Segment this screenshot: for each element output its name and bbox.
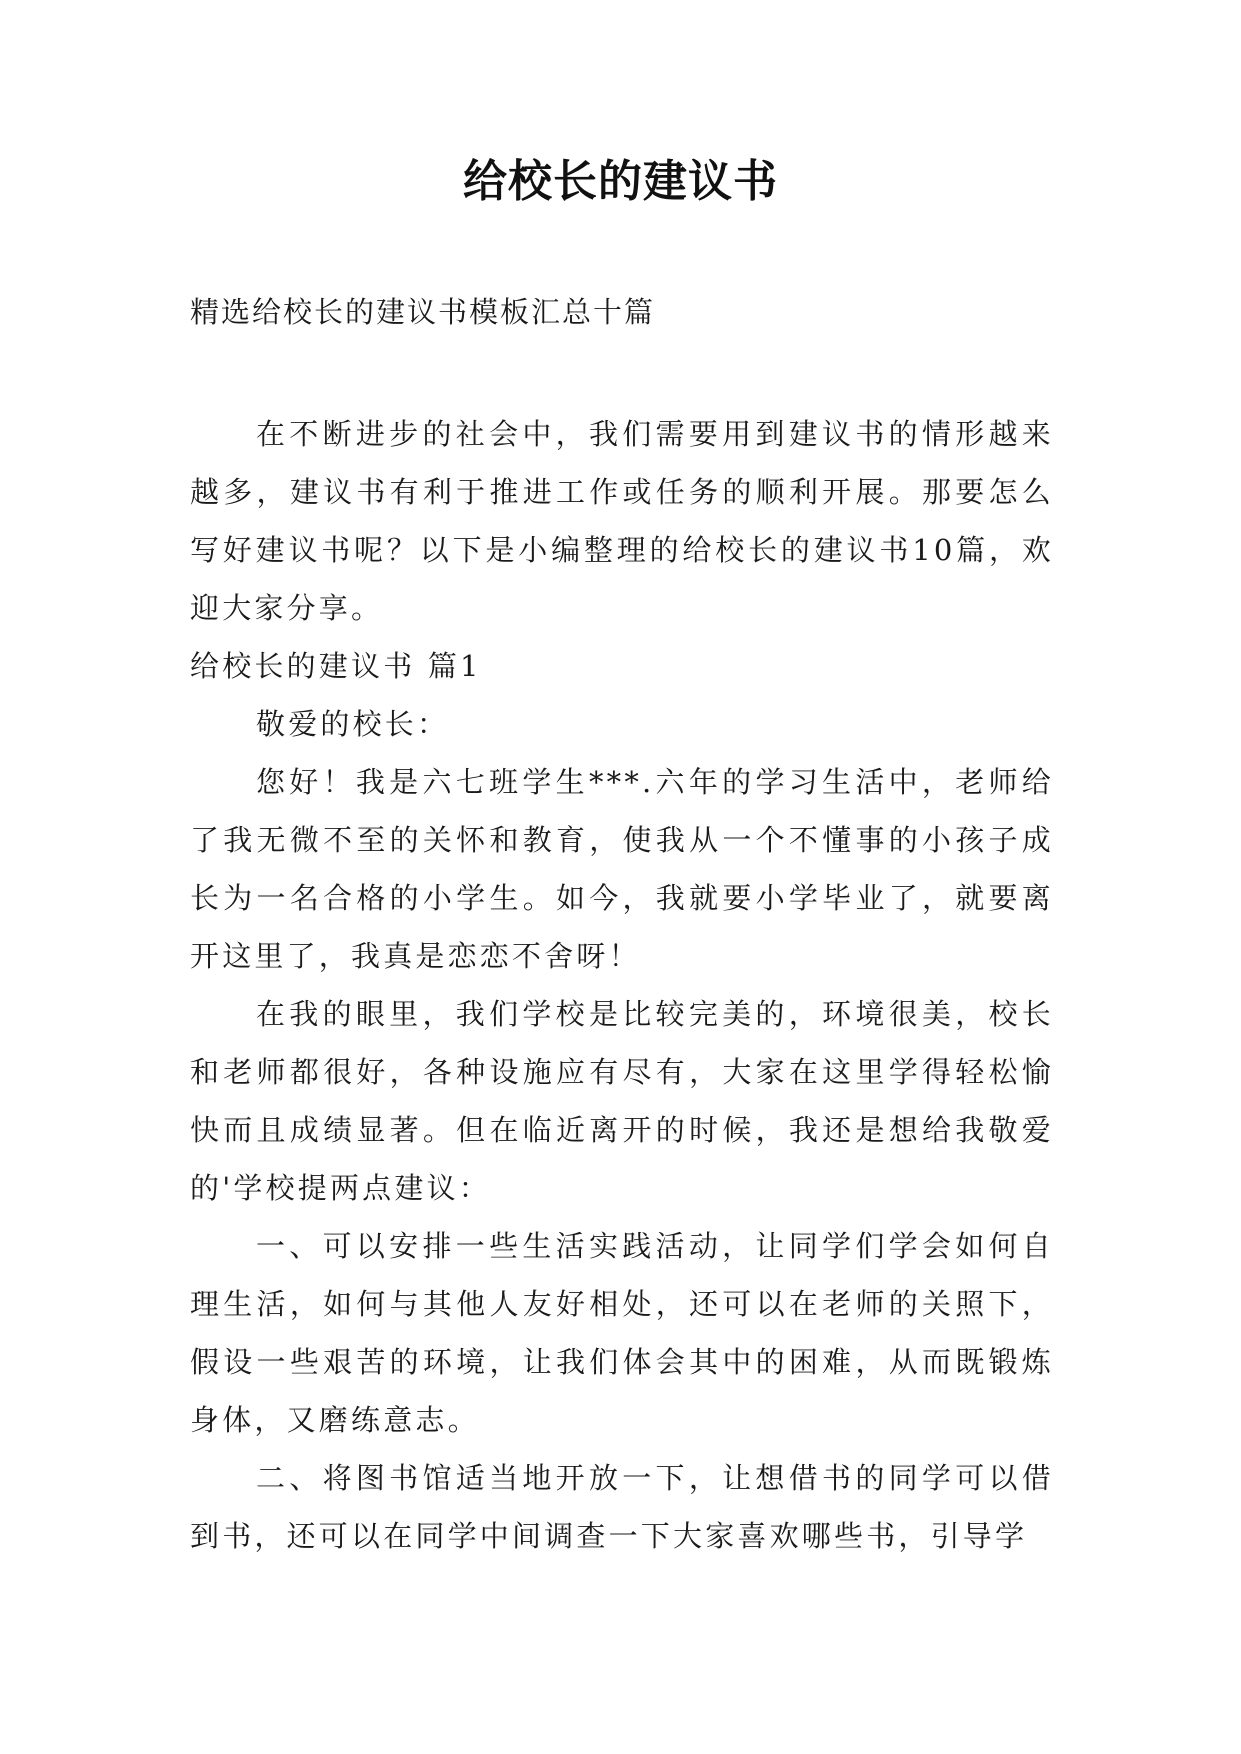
letter-paragraph: 在我的眼里，我们学校是比较完美的，环境很美，校长和老师都很好，各种设施应有尽有，大家在这里学得轻松愉快而且成绩显著。但在临近离开的时候，我还是想给我敬爱的'学校提两点建议： [190, 997, 1054, 1205]
suggestion-paragraph: 二、将图书馆适当地开放一下，让想借书的同学可以借到书，还可以在同学中间调查一下大家喜欢哪些书，引导学 [190, 1461, 1054, 1553]
letter-paragraph: 您好！我是六七班学生***.六年的学习生活中，老师给了我无微不至的关怀和教育，使我从一个不懂事的小孩子成长为一名合格的小学生。如今，我就要小学毕业了，就要离开这里了，我真是恋恋不舍呀！ [190, 765, 1054, 973]
intro-paragraph: 在不断进步的社会中，我们需要用到建议书的情形越来越多，建议书有利于推进工作或任务的顺利开展。那要怎么写好建议书呢？以下是小编整理的给校长的建议书10篇，欢迎大家分享。 [190, 417, 1054, 625]
suggestion-paragraph: 一、可以安排一些生活实践活动，让同学们学会如何自理生活，如何与其他人友好相处，还可以在老师的关照下，假设一些艰苦的环境，让我们体会其中的困难，从而既锻炼身体，又磨练意志。 [190, 1229, 1054, 1437]
document-title: 给校长的建议书 [463, 156, 778, 207]
document-body [190, 405, 1054, 1565]
section-heading: 给校长的建议书 篇1 [190, 649, 482, 683]
document-subtitle: 精选给校长的建议书模板汇总十篇 [190, 295, 656, 329]
salutation: 敬爱的校长： [256, 707, 450, 741]
